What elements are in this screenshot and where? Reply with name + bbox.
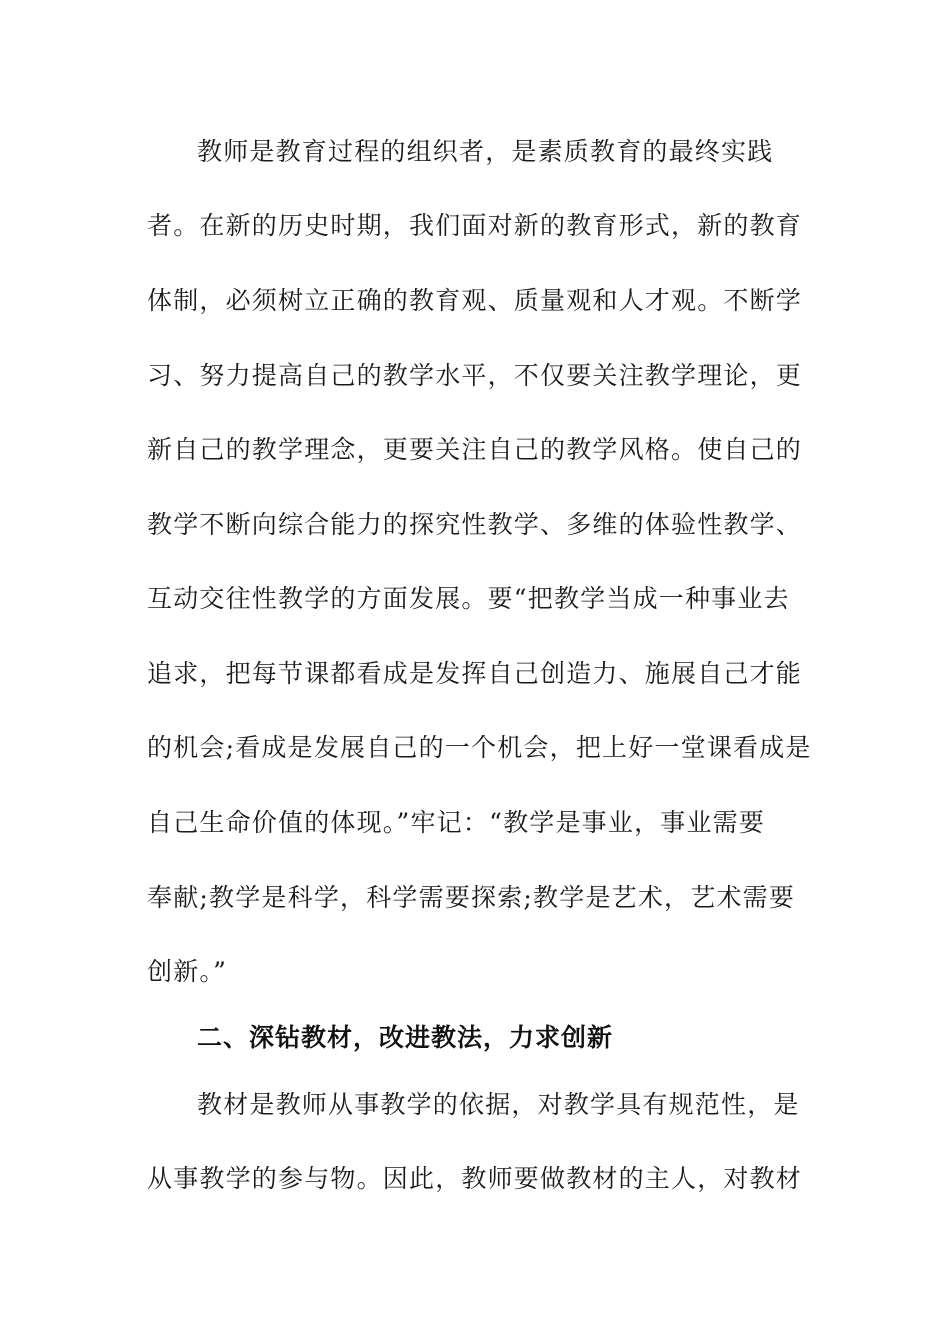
paragraph-line: 追求，把每节课都看成是发挥自己创造力、施展自己才能	[147, 659, 803, 688]
paragraph-line: 创新。”	[147, 957, 228, 986]
paragraph-line: 教材是教师从事教学的依据，对教学具有规范性，是	[197, 1090, 800, 1119]
paragraph-line: 从事教学的参与物。因此，教师要做教材的主人，对教材	[147, 1164, 803, 1193]
paragraph-line: 自己生命价值的体现。”牢记：“教学是事业，事业需要	[147, 808, 766, 837]
paragraph-line: 新自己的教学理念，更要关注自己的教学风格。使自己的	[147, 435, 803, 464]
paragraph-line: 习、努力提高自己的教学水平，不仅要关注教学理论，更	[147, 361, 803, 390]
paragraph-line: 教师是教育过程的组织者，是素质教育的最终实践	[197, 137, 774, 166]
paragraph-line: 体制，必须树立正确的教育观、质量观和人才观。不断学	[147, 286, 803, 315]
paragraph-line: 的机会;看成是发展自己的一个机会，把上好一堂课看成是	[147, 733, 812, 762]
paragraph-line: 者。在新的历史时期，我们面对新的教育形式，新的教育	[147, 211, 803, 240]
section-heading: 二、深钻教材，改进教法，力求创新	[197, 1023, 614, 1052]
paragraph-line: 教学不断向综合能力的探究性教学、多维的体验性教学、	[147, 510, 803, 539]
paragraph-line: 奉献;教学是科学，科学需要探索;教学是艺术，艺术需要	[147, 883, 796, 912]
paragraph-line: 互动交往性教学的方面发展。要“把教学当成一种事业去	[147, 584, 790, 613]
